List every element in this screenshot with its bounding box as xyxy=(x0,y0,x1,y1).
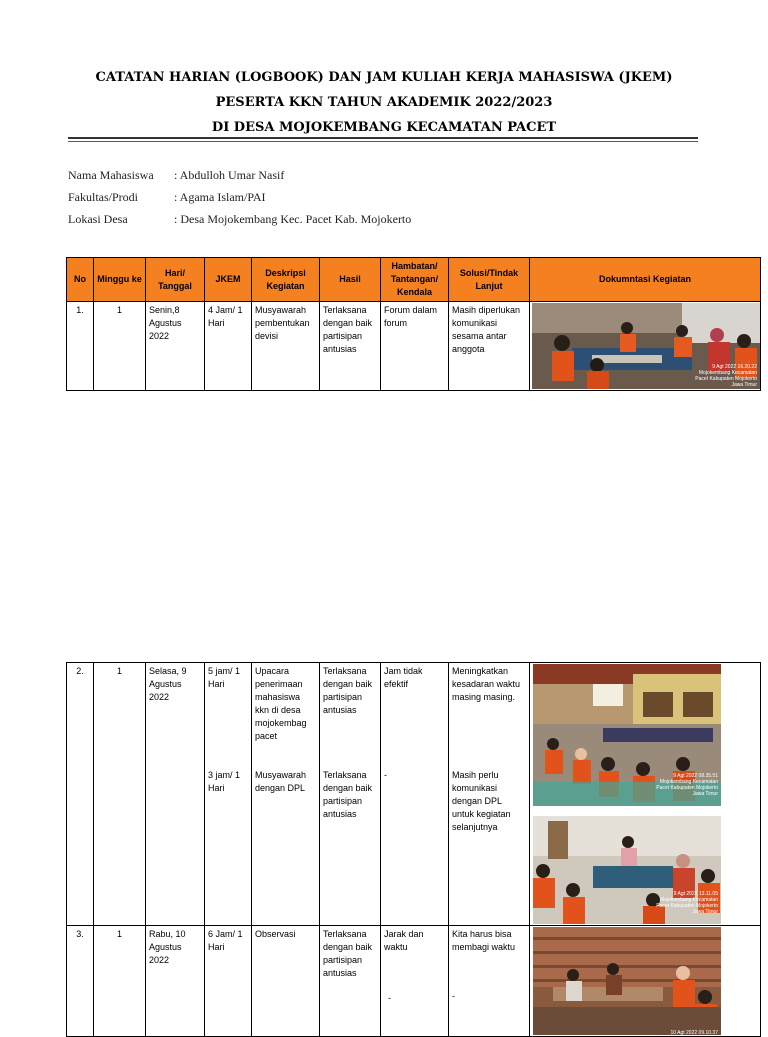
header-divider-thin xyxy=(68,141,698,142)
page-title-line3: DI DESA MOJOKEMBANG KECAMATAN PACET xyxy=(211,120,557,135)
logbook-table-page1 xyxy=(66,257,761,391)
cell-minggu: 1 xyxy=(94,302,146,391)
table-row xyxy=(67,926,761,1037)
page-title-line1: CATATAN HARIAN (LOGBOOK) DAN JAM KULIAH KERJA MAHASISWA (JKEM) xyxy=(95,70,673,85)
cell-hambatan: Forum dalam forum xyxy=(381,302,449,391)
documentation-photos xyxy=(530,663,760,925)
photo-timestamp: 9 Agt 2022 08.35.51 Mojokembang Kecamatan Pacet Kabupaten Mojokerto Jawa Timur xyxy=(656,773,718,797)
cell-hambatan-group xyxy=(381,926,449,1037)
info-row-nama xyxy=(68,168,285,183)
info-row-fakultas xyxy=(68,190,266,205)
cell-tanggal: Selasa, 9 Agustus 2022 xyxy=(146,663,205,926)
header-jkem: JKEM xyxy=(205,258,252,302)
cell-jkem: 6 Jam/ 1 Hari xyxy=(205,926,252,1037)
table-row xyxy=(67,663,761,926)
cell-deskripsi-group xyxy=(252,663,320,926)
cell-dokumentasi xyxy=(530,663,761,926)
table-header-row xyxy=(67,258,761,302)
info-value: : Abdulloh Umar Nasif xyxy=(174,168,285,182)
cell-hasil: Terlaksana dengan baik partisipan antusias xyxy=(323,666,373,715)
cell-hambatan-group xyxy=(381,663,449,926)
cell-jkem-2: 3 jam/ 1 Hari xyxy=(208,770,241,793)
cell-no: 2. xyxy=(67,663,94,926)
logbook-table-page2 xyxy=(66,662,761,1037)
cell-solusi: Kita harus bisa membagi waktu xyxy=(452,929,516,952)
header-dokumentasi: Dokumntasi Kegiatan xyxy=(530,258,761,302)
cell-hambatan: Jam tidak efektif xyxy=(384,666,423,689)
info-label: Fakultas/Prodi xyxy=(68,190,139,204)
cell-deskripsi: Upacara penerimaan mahasiswa kkn di desa mojokembag pacet xyxy=(255,666,307,741)
info-row-lokasi xyxy=(68,212,412,227)
cell-tanggal: Senin,8 Agustus 2022 xyxy=(146,302,205,391)
cell-hasil: Terlaksana dengan baik partisipan antusias xyxy=(320,302,381,391)
header-no: No xyxy=(67,258,94,302)
cell-hambatan: Jarak dan waktu xyxy=(384,929,424,952)
cell-hasil-group xyxy=(320,663,381,926)
header-minggu: Minggu ke xyxy=(94,258,146,302)
table-row xyxy=(67,302,761,391)
page-title-line2: PESERTA KKN TAHUN AKADEMIK 2022/2023 xyxy=(215,95,553,110)
photo-timestamp: 9 Agt 2022 16.20.22 Mojokembang Kecamatan Pacet Kabupaten Mojokerto Jawa Timur xyxy=(695,364,757,388)
cell-minggu: 1 xyxy=(94,926,146,1037)
cell-solusi-2: Masih perlu komunikasi dengan DPL untuk kegiatan selanjutnya xyxy=(452,770,511,832)
photo-timestamp-2: 9 Agt 2022 13.11.05 Mojokembang Kecamatan Pacet Kabupaten Mojokerto Jawa Timur xyxy=(656,891,718,915)
cell-jkem: 5 jam/ 1 Hari xyxy=(208,666,241,689)
cell-hasil: Terlaksana dengan baik partisipan antusias xyxy=(320,926,381,1037)
info-value: : Desa Mojokembang Kec. Pacet Kab. Mojokerto xyxy=(174,212,412,226)
cell-tanggal: Rabu, 10 Agustus 2022 xyxy=(146,926,205,1037)
cell-dokumentasi xyxy=(530,302,761,391)
cell-hasil-2: Terlaksana dengan baik partisipan antusias xyxy=(323,770,373,819)
documentation-photo xyxy=(530,302,760,390)
cell-solusi-group xyxy=(449,663,530,926)
cell-minggu: 1 xyxy=(94,663,146,926)
cell-solusi: Masih diperlukan komunikasi sesama antar anggota xyxy=(449,302,530,391)
cell-deskripsi-2: Musyawarah dengan DPL xyxy=(255,770,307,793)
cell-solusi-2: - xyxy=(452,991,455,1001)
cell-deskripsi: Musyawarah pembentukan devisi xyxy=(252,302,320,391)
header-tanggal: Hari/ Tanggal xyxy=(146,258,205,302)
cell-solusi: Meningkatkan kesadaran waktu masing masing. xyxy=(452,666,521,702)
header-solusi: Solusi/Tindak Lanjut xyxy=(449,258,530,302)
info-label: Lokasi Desa xyxy=(68,212,128,226)
photo-timestamp: 10 Agt 2022 09.10.37 xyxy=(670,1030,718,1036)
info-value: : Agama Islam/PAI xyxy=(174,190,266,204)
cell-deskripsi: Observasi xyxy=(252,926,320,1037)
cell-no: 1. xyxy=(67,302,94,391)
cell-hambatan-2: - xyxy=(384,770,387,780)
cell-hambatan-2: - xyxy=(388,993,391,1003)
header-hambatan: Hambatan/ Tantangan/ Kendala xyxy=(381,258,449,302)
cell-jkem-group xyxy=(205,663,252,926)
cell-dokumentasi xyxy=(530,926,761,1037)
observation-photo-image xyxy=(533,927,721,1035)
cell-solusi-group xyxy=(449,926,530,1037)
header-deskripsi: Deskripsi Kegiatan xyxy=(252,258,320,302)
info-label: Nama Mahasiswa xyxy=(68,168,154,182)
header-divider xyxy=(68,137,698,139)
cell-jkem: 4 Jam/ 1 Hari xyxy=(205,302,252,391)
header-hasil: Hasil xyxy=(320,258,381,302)
documentation-photo xyxy=(530,926,760,1036)
cell-no: 3. xyxy=(67,926,94,1037)
